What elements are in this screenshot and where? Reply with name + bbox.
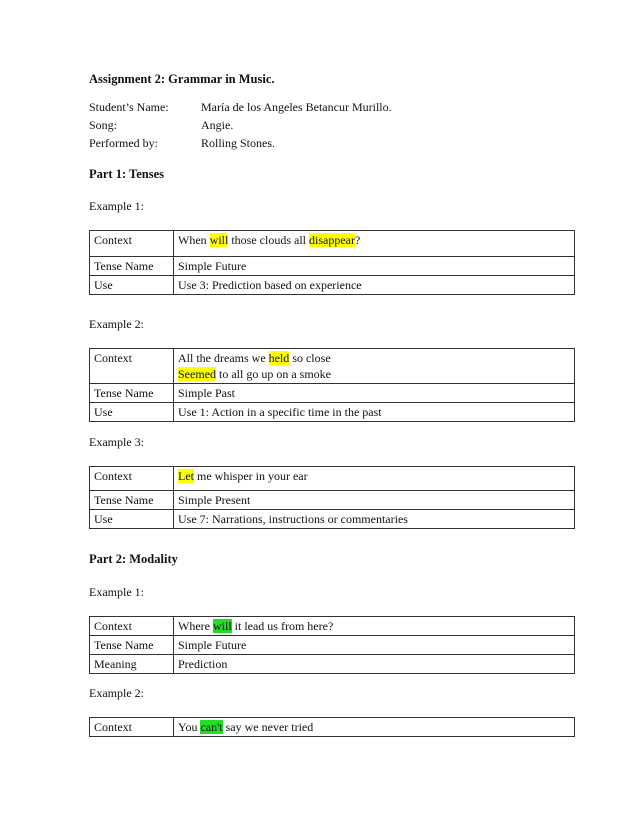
tense-name-value: Simple Future	[174, 257, 575, 276]
context-label: Context	[90, 349, 174, 384]
tense-name-label: Tense Name	[90, 257, 174, 276]
table-row	[90, 510, 575, 529]
context-label: Context	[90, 718, 174, 737]
table-row	[90, 257, 575, 276]
context-cell: Let me whisper in your ear	[174, 467, 575, 491]
part2-heading: Part 2: Modality	[89, 552, 178, 566]
use-value: Use 3: Prediction based on experience	[174, 276, 575, 295]
performer-value: Rolling Stones.	[201, 136, 276, 150]
table-row	[90, 467, 575, 491]
tense-name-value: Simple Future	[174, 636, 575, 655]
part1-example1-table	[89, 230, 575, 295]
tense-name-value: Simple Past	[174, 384, 575, 403]
context-label: Context	[90, 231, 174, 257]
use-value: Use 7: Narrations, instructions or commentaries	[174, 510, 575, 529]
song-label: Song:	[89, 118, 118, 132]
table-row	[90, 655, 575, 674]
table-row	[90, 617, 575, 636]
use-label: Use	[90, 510, 174, 529]
part2-example1-label: Example 1:	[89, 585, 144, 599]
student-name-label: Student’s Name:	[89, 100, 169, 114]
table-row	[90, 231, 575, 257]
table-row	[90, 718, 575, 737]
part1-example1-label: Example 1:	[89, 199, 144, 213]
part1-example2-table	[89, 348, 575, 422]
highlight-word: Let	[178, 469, 194, 483]
highlight-word: will	[212, 619, 232, 633]
context-cell: All the dreams we held so close Seemed to all go up on a smoke	[174, 349, 575, 384]
assignment-title: Assignment 2: Grammar in Music.	[89, 72, 275, 86]
meaning-label: Meaning	[90, 655, 174, 674]
tense-name-label: Tense Name	[90, 636, 174, 655]
context-label: Context	[90, 467, 174, 491]
table-row	[90, 384, 575, 403]
tense-name-label: Tense Name	[90, 384, 174, 403]
table-row	[90, 403, 575, 422]
highlight-word: disappear	[308, 233, 355, 247]
meaning-value: Prediction	[174, 655, 575, 674]
part1-heading: Part 1: Tenses	[89, 167, 164, 181]
student-name-value: María de los Angeles Betancur Murillo.	[201, 100, 392, 114]
table-row	[90, 636, 575, 655]
table-row	[90, 349, 575, 384]
tense-name-value: Simple Present	[174, 491, 575, 510]
highlight-word: held	[268, 351, 290, 365]
part2-example2-label: Example 2:	[89, 686, 144, 700]
use-label: Use	[90, 276, 174, 295]
part2-example1-table	[89, 616, 575, 674]
part2-example2-table	[89, 717, 575, 737]
part1-example3-label: Example 3:	[89, 435, 144, 449]
part1-example3-table	[89, 466, 575, 529]
part1-example2-label: Example 2:	[89, 317, 144, 331]
use-label: Use	[90, 403, 174, 422]
context-label: Context	[90, 617, 174, 636]
table-row	[90, 491, 575, 510]
song-value: Angie.	[201, 118, 234, 132]
use-value: Use 1: Action in a specific time in the past	[174, 403, 575, 422]
performer-label: Performed by:	[89, 136, 158, 150]
highlight-word: can't	[200, 720, 223, 734]
table-row	[90, 276, 575, 295]
highlight-word: Seemed	[178, 367, 216, 381]
highlight-word: will	[209, 233, 229, 247]
context-cell: When will those clouds all disappear?	[174, 231, 575, 257]
context-cell: Where will it lead us from here?	[174, 617, 575, 636]
tense-name-label: Tense Name	[90, 491, 174, 510]
context-cell: You can't say we never tried	[174, 718, 575, 737]
